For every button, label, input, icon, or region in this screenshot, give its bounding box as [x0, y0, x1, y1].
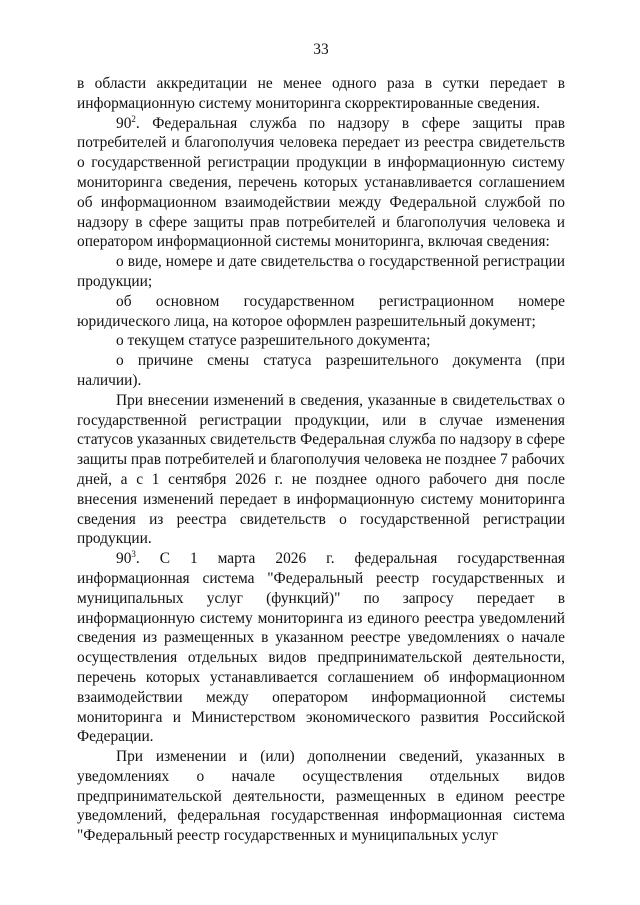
document-body — [77, 74, 565, 846]
list-item-status-reason: о причине смены статуса разрешительного документа (при наличии). — [77, 352, 565, 389]
paragraph-continuation: в области аккредитации не менее одного раза в сутки передает в информационную систему мониторинга скорректированные сведения. — [77, 75, 565, 112]
document-page — [77, 0, 565, 905]
list-item-status: о текущем статусе разрешительного документа; — [116, 332, 431, 350]
clause-text: . С 1 марта 2026 г. федеральная государственная информационная система "Федеральный реестр государственных и муниципальных услуг (функций)" по запросу передает в информационную систему мониторинга из единого реестра уведомлений сведения из размещенных в указанном реестре уведомлениях о начале осуществления отдельных видов предпринимательской деятельности, перечень которых устанавливается соглашением об информационном взаимодействии между оператором информационной системы мониторинга и Министерством экономического развития Российской Федерации. — [77, 550, 565, 746]
clause-number: 90 — [116, 550, 132, 568]
paragraph-notification-changes: При изменении и (или) дополнении сведений, указанных в уведомлениях о начале осуществления отдельных видов предпринимательской деятельности, размещенных в едином реестре уведомлений, федеральная государственная информационная система "Федеральный реестр государственных и муниципальных услуг — [77, 748, 565, 845]
paragraph-90-2 — [77, 114, 565, 253]
clause-number: 90 — [116, 114, 132, 132]
list-item-ogrn: об основном государственном регистрационном номере юридического лица, на которое оформлен разрешительный документ; — [77, 292, 565, 330]
page-number: 33 — [313, 41, 329, 58]
paragraph-changes: При внесении изменений в сведения, указанные в свидетельствах о государственной регистрации продукции, или в случае изменения статусов указанных свидетельств Федеральная служба по надзору в сфере защиты прав потребителей и благополучия человека не позднее 7 рабочих дней, а с 1 сентября 2026 г. не позднее одного рабочего дня после внесения изменений передает в информационную систему мониторинга сведения из реестра свидетельств о государственной регистрации продукции. — [77, 391, 565, 548]
clause-text: . Федеральная служба по надзору в сфере защиты прав потребителей и благополучия человека передает из реестра свидетельств о государственной регистрации продукции в информационную систему мониторинга сведения, перечень которых устанавливается соглашением об информационном взаимодействии между Федеральной службой по надзору в сфере защиты прав потребителей и благополучия человека и оператором информационной системы мониторинга, включая сведения: — [77, 114, 565, 251]
clause-superscript: 3 — [131, 549, 136, 560]
clause-superscript: 2 — [131, 113, 136, 124]
list-item-certificate: о виде, номере и дате свидетельства о государственной регистрации продукции; — [77, 253, 565, 290]
paragraph-90-3 — [77, 549, 565, 747]
